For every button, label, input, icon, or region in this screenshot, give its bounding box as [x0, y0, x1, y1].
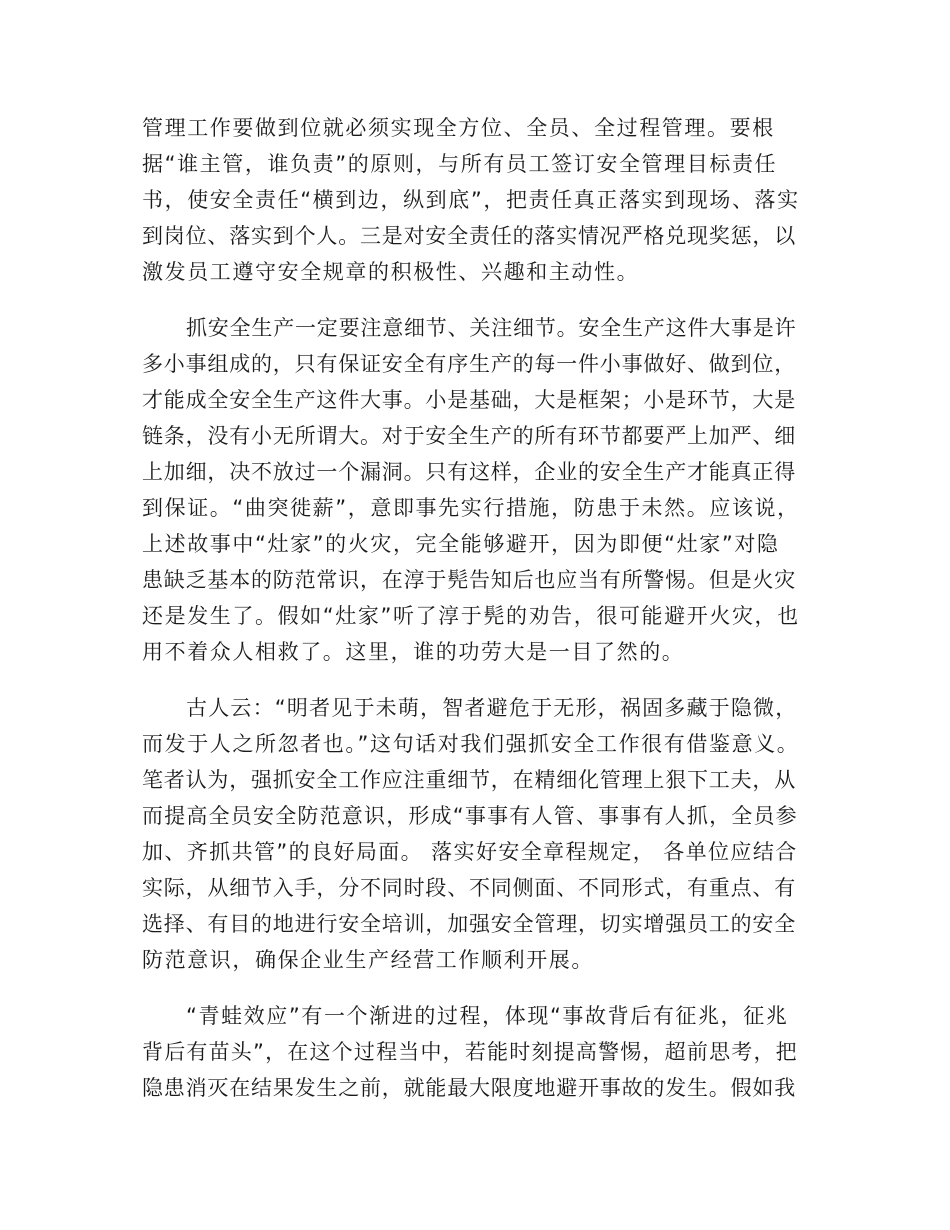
text-line: 古人云：“明者见于未萌，智者避危于无形，祸固多藏于隐微， [186, 696, 798, 720]
text-line: 而提高全员安全防范意识，形成“事事有人管、事事有人抓，全员参 [142, 804, 798, 828]
text-line: 患缺乏基本的防范常识，在淳于髡告知后也应当有所警惕。但是火灾 [142, 568, 796, 592]
text-line: 才能成全安全生产这件大事。小是基础，大是框架；小是环节，大是 [142, 388, 796, 412]
text-line: 选择、有目的地进行安全培训，加强安全管理，切实增强员工的安全 [142, 912, 796, 936]
text-line: 实际，从细节入手，分不同时段、不同侧面、不同形式，有重点、有 [142, 876, 796, 900]
text-line: 管理工作要做到位就必须实现全方位、全员、全过程管理。要根 [142, 116, 775, 140]
text-line: 笔者认为，强抓安全工作应注重细节，在精细化管理上狠下工夫，从 [142, 768, 796, 792]
text-line: 还是发生了。假如“灶家”听了淳于髡的劝告，很可能避开火灾，也 [142, 604, 800, 628]
text-line: 而发于人之所忽者也。”这句话对我们强抓安全工作很有借鉴意义。 [142, 732, 800, 756]
text-line: 多小事组成的，只有保证安全有序生产的每一件小事做好、做到位， [142, 352, 796, 376]
text-line: 书，使安全责任“横到边，纵到底”，把责任真正落实到现场、落实 [142, 188, 800, 212]
text-line: 激发员工遵守安全规章的积极性、兴趣和主动性。 [142, 260, 640, 284]
text-line: 上加细，决不放过一个漏洞。只有这样，企业的安全生产才能真正得 [142, 460, 796, 484]
text-line: 抓安全生产一定要注意细节、关注细节。安全生产这件大事是许 [186, 316, 797, 340]
text-line: 加、齐抓共管”的良好局面。 落实好安全章程规定， 各单位应结合 [142, 840, 798, 864]
text-line: 上述故事中“灶家”的火灾，完全能够避开，因为即便“灶家”对隐 [142, 532, 780, 556]
text-line: 用不着众人相救了。这里，谁的功劳大是一目了然的。 [142, 640, 685, 664]
text-line: 隐患消灭在结果发生之前，就能最大限度地避开事故的发生。假如我 [142, 1076, 796, 1100]
text-line: 据“谁主管，谁负责”的原则，与所有员工签订安全管理目标责任 [142, 152, 778, 176]
text-line: 链条，没有小无所谓大。对于安全生产的所有环节都要严上加严、细 [142, 424, 796, 448]
text-line: 到岗位、落实到个人。三是对安全责任的落实情况严格兑现奖惩，以 [142, 224, 796, 248]
text-line: “青蛙效应”有一个渐进的过程，体现“事故背后有征兆，征兆 [186, 1004, 789, 1028]
text-line: 到保证。“曲突徙薪”，意即事先实行措施，防患于未然。应该说， [142, 496, 800, 520]
text-line: 背后有苗头”，在这个过程当中，若能时刻提高警惕，超前思考，把 [142, 1040, 798, 1064]
text-line: 防范意识，确保企业生产经营工作顺利开展。 [142, 948, 594, 972]
